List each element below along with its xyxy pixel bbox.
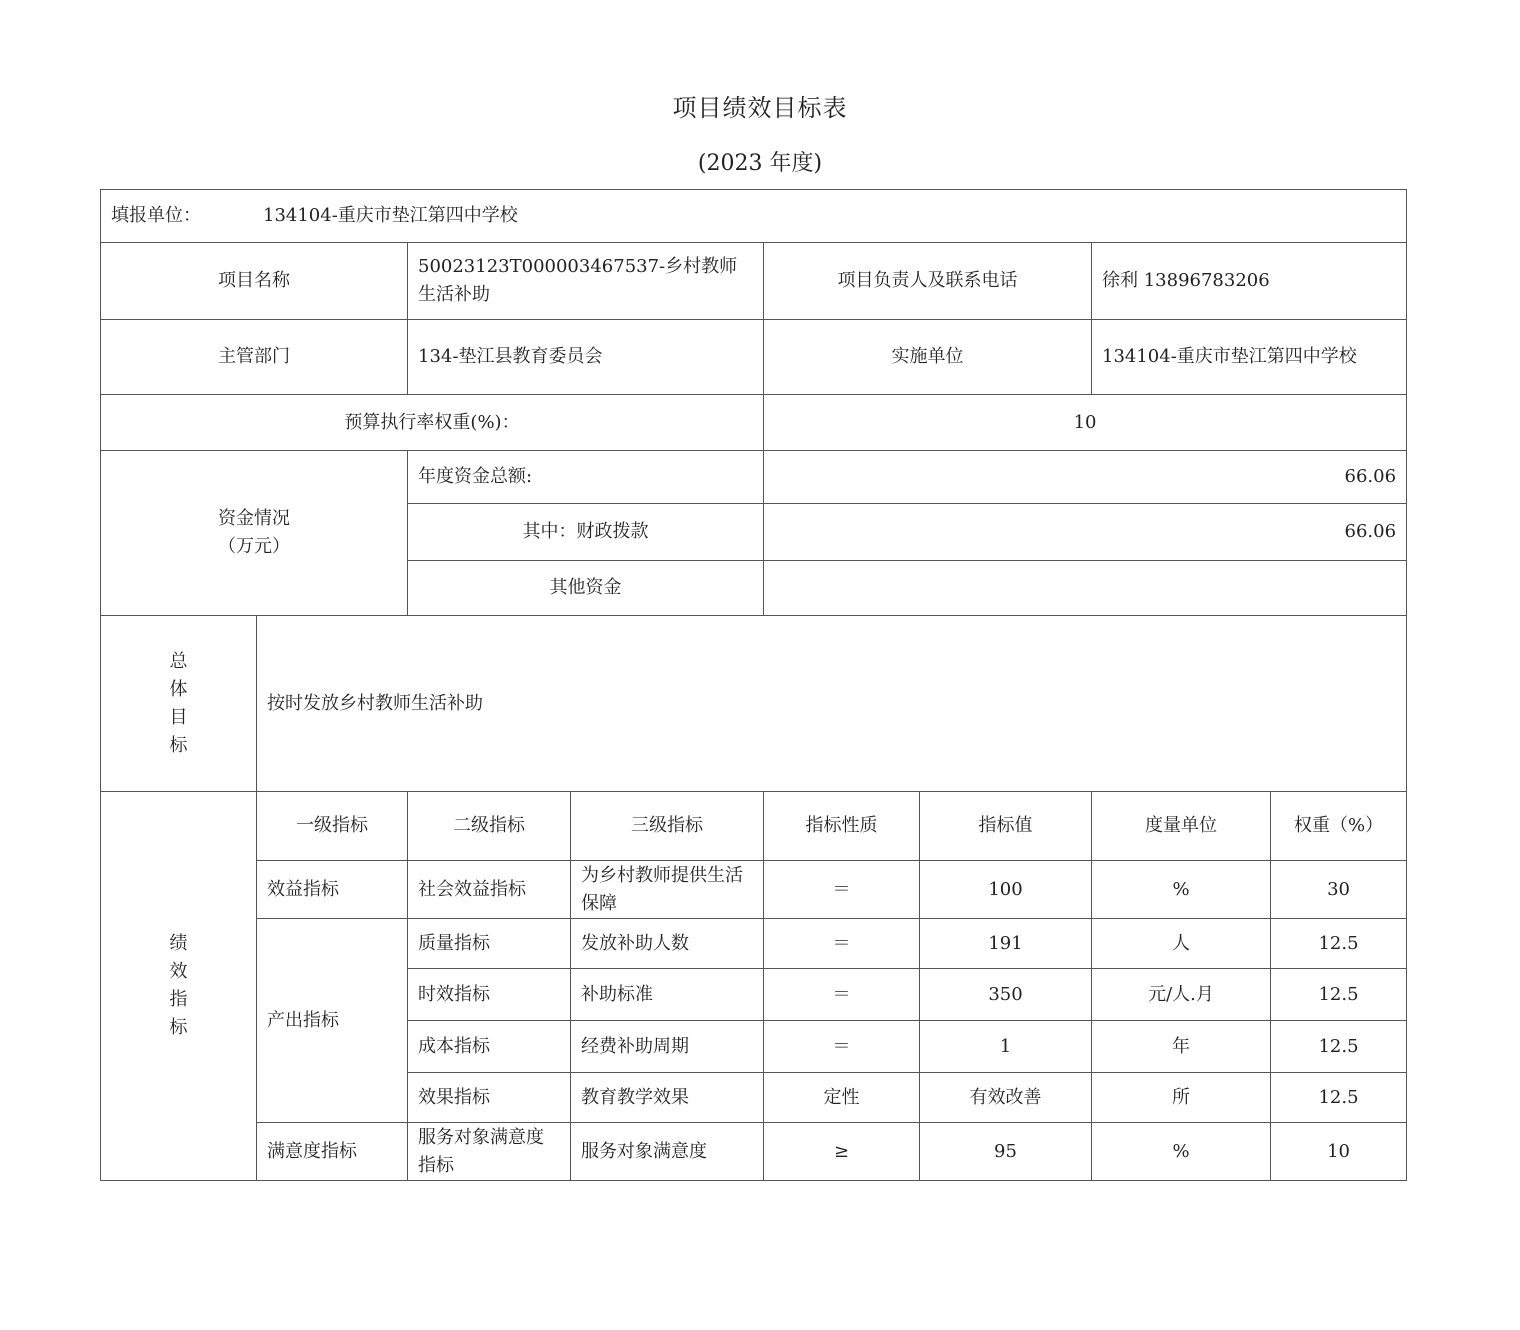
filing-unit-label: 填报单位： [111,205,201,226]
funds-label-line2: （万元） [218,536,290,557]
weight-cell: 12.5 [1271,919,1407,969]
overall-goal-label-char: 标 [169,734,188,756]
page-subtitle: (2023 年度) [697,151,823,176]
implementing-unit-label: 实施单位 [764,320,1092,395]
weight-cell: 30 [1271,861,1407,919]
project-name-label: 项目名称 [101,243,408,320]
level3-cell: 服务对象满意度 [571,1123,764,1181]
project-name-value: 50023123T000003467537-乡村教师生活补助 [408,243,764,320]
table-row [101,861,1407,919]
unit-cell: % [1092,861,1271,919]
overall-goal-text: 按时发放乡村教师生活补助 [257,616,1407,792]
indicators-label [101,792,257,1181]
weight-cell: 10 [1271,1123,1407,1181]
project-contact-label: 项目负责人及联系电话 [764,243,1092,320]
table-row [101,919,1407,969]
level1-cell: 满意度指标 [257,1123,408,1181]
header-nature: 指标性质 [764,792,920,861]
level3-cell: 教育教学效果 [571,1073,764,1123]
unit-cell: 元/人.月 [1092,969,1271,1021]
indicators-label-char: 指 [169,989,188,1010]
level2-cell: 服务对象满意度指标 [408,1123,571,1181]
value-cell: 1 [920,1021,1092,1073]
department-value: 134-垫江县教育委员会 [408,320,764,395]
funds-total-value: 66.06 [764,451,1407,504]
level2-cell: 社会效益指标 [408,861,571,919]
level3-cell: 补助标准 [571,969,764,1021]
level3-cell: 发放补助人数 [571,919,764,969]
project-name-row [101,243,1407,320]
value-cell: 有效改善 [920,1073,1092,1123]
funds-label [101,451,408,616]
nature-cell: ＝ [764,919,920,969]
budget-rate-label: 预算执行率权重(%)： [101,395,764,451]
header-level2: 二级指标 [408,792,571,861]
funds-fiscal-value: 66.06 [764,504,1407,561]
implementing-unit-value: 134104-重庆市垫江第四中学校 [1092,320,1407,395]
overall-goal-row [101,616,1407,792]
budget-rate-value: 10 [764,395,1407,451]
overall-goal-label-char: 目 [169,706,188,728]
department-label: 主管部门 [101,320,408,395]
funds-other-value [764,561,1407,616]
performance-target-table [100,189,1407,1181]
nature-cell: ＝ [764,861,920,919]
nature-cell: ＝ [764,969,920,1021]
funds-label-line1: 资金情况 [218,508,290,529]
weight-cell: 12.5 [1271,1073,1407,1123]
unit-cell: 人 [1092,919,1271,969]
department-row [101,320,1407,395]
value-cell: 95 [920,1123,1092,1181]
indicator-header-row [101,792,1407,861]
level2-cell: 时效指标 [408,969,571,1021]
header-value: 指标值 [920,792,1092,861]
unit-cell: 所 [1092,1073,1271,1123]
overall-goal-label-char: 体 [169,678,188,700]
level3-cell: 经费补助周期 [571,1021,764,1073]
indicators-label-char: 绩 [169,933,188,954]
value-cell: 350 [920,969,1092,1021]
weight-cell: 12.5 [1271,1021,1407,1073]
indicators-label-char: 效 [169,961,188,982]
funds-total-label: 年度资金总额: [408,451,764,504]
filing-unit-cell [101,190,1407,243]
nature-cell: ≥ [764,1123,920,1181]
table-row [101,1123,1407,1181]
budget-rate-row [101,395,1407,451]
header-level3: 三级指标 [571,792,764,861]
project-contact-value: 徐利 13896783206 [1092,243,1407,320]
filing-unit-row [101,190,1407,243]
unit-cell: 年 [1092,1021,1271,1073]
level2-cell: 成本指标 [408,1021,571,1073]
nature-cell: 定性 [764,1073,920,1123]
nature-cell: ＝ [764,1021,920,1073]
unit-cell: % [1092,1123,1271,1181]
header-level1: 一级指标 [257,792,408,861]
page-title: 项目绩效目标表 [672,94,848,122]
value-cell: 100 [920,861,1092,919]
level2-cell: 效果指标 [408,1073,571,1123]
value-cell: 191 [920,919,1092,969]
overall-goal-label [101,616,257,792]
funds-other-label: 其他资金 [408,561,764,616]
filing-unit-value: 134104-重庆市垫江第四中学校 [263,205,518,226]
level1-cell: 产出指标 [257,919,408,1123]
weight-cell: 12.5 [1271,969,1407,1021]
indicators-label-char: 标 [169,1017,188,1038]
level2-cell: 质量指标 [408,919,571,969]
overall-goal-label-char: 总 [169,650,188,672]
level3-cell: 为乡村教师提供生活保障 [571,861,764,919]
header-unit: 度量单位 [1092,792,1271,861]
funds-fiscal-label: 其中：财政拨款 [408,504,764,561]
level1-cell: 效益指标 [257,861,408,919]
header-weight: 权重（%） [1271,792,1407,861]
funds-total-row [101,451,1407,504]
